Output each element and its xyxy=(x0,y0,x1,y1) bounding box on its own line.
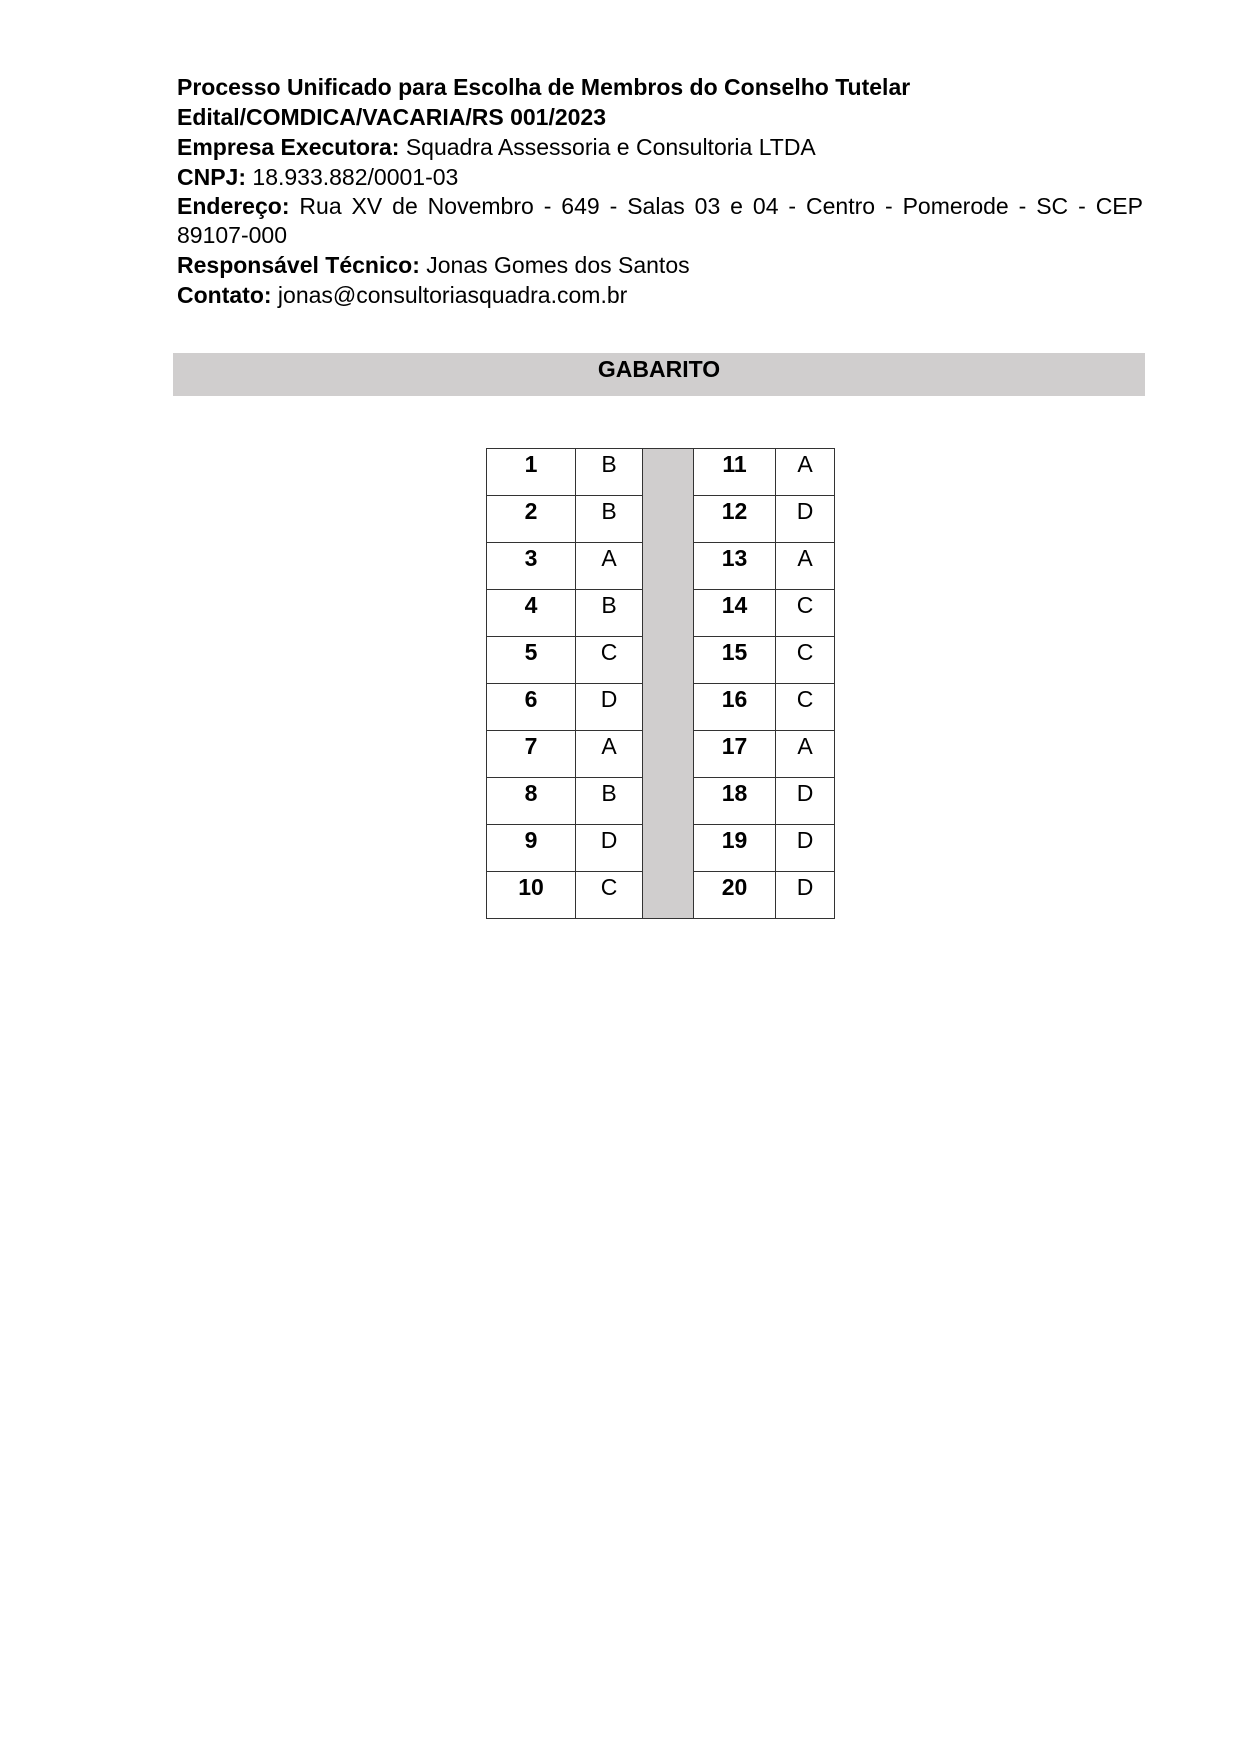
endereco-line xyxy=(177,192,1143,250)
question-number: 6 xyxy=(487,684,576,731)
question-number: 3 xyxy=(487,543,576,590)
question-number: 18 xyxy=(694,778,776,825)
answer-letter: A xyxy=(576,543,643,590)
answer-letter: D xyxy=(576,684,643,731)
question-number: 17 xyxy=(694,731,776,778)
cnpj-line xyxy=(177,163,1143,192)
question-number: 15 xyxy=(694,637,776,684)
answer-letter: B xyxy=(576,590,643,637)
answer-letter: C xyxy=(776,637,835,684)
process-title: Processo Unificado para Escolha de Membros do Conselho Tutelar xyxy=(177,74,911,100)
question-number: 20 xyxy=(694,872,776,919)
answer-letter: C xyxy=(576,637,643,684)
answer-letter: A xyxy=(776,731,835,778)
document-header xyxy=(177,72,1143,310)
question-number: 13 xyxy=(694,543,776,590)
answer-letter: A xyxy=(776,543,835,590)
cnpj-value: 18.933.882/0001-03 xyxy=(246,164,459,190)
question-number: 7 xyxy=(487,731,576,778)
edital-number: Edital/COMDICA/VACARIA/RS 001/2023 xyxy=(177,104,607,130)
contato-line xyxy=(177,281,1143,310)
answer-letter: C xyxy=(776,684,835,731)
question-number: 1 xyxy=(487,449,576,496)
question-number: 16 xyxy=(694,684,776,731)
contato-value: jonas@consultoriasquadra.com.br xyxy=(271,282,628,308)
question-number: 4 xyxy=(487,590,576,637)
question-number: 9 xyxy=(487,825,576,872)
answer-letter: D xyxy=(776,778,835,825)
answer-letter: B xyxy=(576,778,643,825)
answer-letter: D xyxy=(776,872,835,919)
answer-letter: D xyxy=(576,825,643,872)
cnpj-label: CNPJ: xyxy=(177,164,247,190)
question-number: 19 xyxy=(694,825,776,872)
empresa-line xyxy=(177,132,1143,163)
answer-letter: D xyxy=(776,496,835,543)
question-number: 12 xyxy=(694,496,776,543)
answer-letter: A xyxy=(776,449,835,496)
answer-letter: C xyxy=(776,590,835,637)
section-title: GABARITO xyxy=(597,356,721,382)
table-row xyxy=(487,449,835,496)
question-number: 11 xyxy=(694,449,776,496)
empresa-value: Squadra Assessoria e Consultoria LTDA xyxy=(399,134,816,160)
question-number: 14 xyxy=(694,590,776,637)
question-number: 5 xyxy=(487,637,576,684)
answer-key-body xyxy=(487,449,835,919)
answer-letter: B xyxy=(576,496,643,543)
column-separator xyxy=(643,449,694,919)
question-number: 2 xyxy=(487,496,576,543)
answer-letter: A xyxy=(576,731,643,778)
question-number: 10 xyxy=(487,872,576,919)
contato-label: Contato: xyxy=(177,282,272,308)
endereco-value: Rua XV de Novembro - 649 - Salas 03 e 04 - Centro - Pomerode - SC - CEP 89107-000 xyxy=(177,193,1143,248)
responsavel-line xyxy=(177,250,1143,281)
question-number: 8 xyxy=(487,778,576,825)
answer-key-table xyxy=(486,448,835,919)
responsavel-label: Responsável Técnico: xyxy=(177,252,420,278)
section-title-bar xyxy=(173,353,1145,396)
empresa-label: Empresa Executora: xyxy=(177,134,400,160)
responsavel-value: Jonas Gomes dos Santos xyxy=(419,252,690,278)
endereco-label: Endereço: xyxy=(177,193,290,219)
answer-letter: C xyxy=(576,872,643,919)
answer-letter: D xyxy=(776,825,835,872)
answer-letter: B xyxy=(576,449,643,496)
